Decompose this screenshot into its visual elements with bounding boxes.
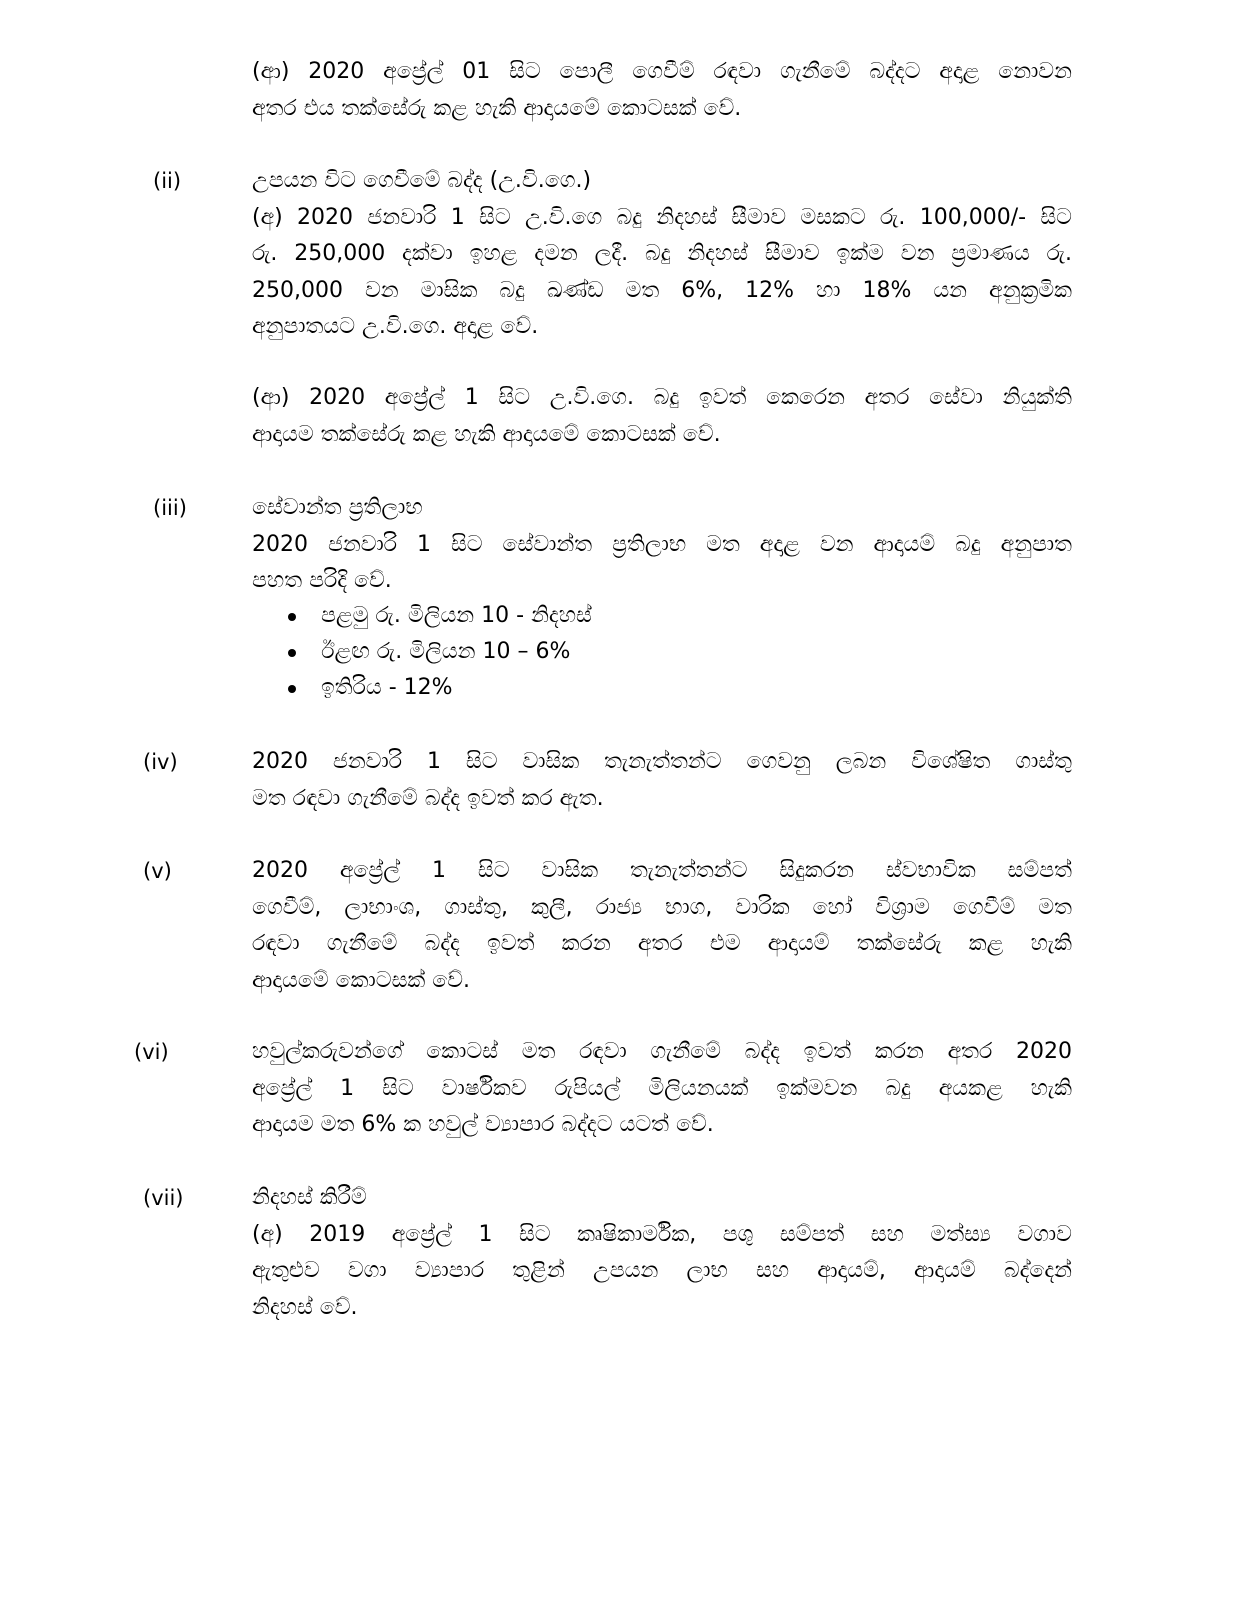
item-number-v: (v) xyxy=(143,859,172,883)
text-line: අප්‍රේල් 1 සිට වාර්ෂිකව රුපියල් මිලියනයක් ඉක්මවන බදු අයකළ හැකි xyxy=(252,1075,1072,1101)
section-heading: සේවාන්ත ප්‍රතිලාභ xyxy=(252,495,423,520)
text-line: (අ) 2019 අප්‍රේල් 1 සිට කෘෂිකාර්මික, පශු සම්පත් සහ මත්ස්‍ය වගාව xyxy=(252,1221,1072,1247)
text-line: (ආ) 2020 අප්‍රේල් 1 සිට උ.වි.ගෙ. බදු ඉවත් කෙරෙන අතර සේවා නියුක්ති xyxy=(252,385,1072,410)
section-v xyxy=(252,853,1072,999)
bullet-icon xyxy=(288,685,296,693)
text-line: ගෙවීම්, ලාභාංශ, ගාස්තු, කුලී, රාජ්‍ය භාග, වාරික හෝ විශ්‍රාම ගෙවීම් මත xyxy=(252,894,1072,920)
section-heading: නිදහස් කිරීම් xyxy=(252,1185,367,1210)
text-line: පහත පරිදි වේ. xyxy=(252,568,392,593)
section-iv xyxy=(252,744,1072,817)
paragraph-intro-aa xyxy=(252,54,1072,127)
section-iii xyxy=(252,490,1072,600)
text-line: අනුපාතයට උ.වි.ගෙ. අදාළ වේ. xyxy=(252,314,539,339)
text-line: මත රඳවා ගැනීමේ බද්ද ඉවත් කර ඇත. xyxy=(252,785,604,811)
text-line: ඇතුළුව වගා ව්‍යාපාර තුළින් උපයන ලාභ සහ ආදායම්, ආදායම් බද්දෙන් xyxy=(252,1258,1072,1283)
text-line: ආදායම තක්සේරු කළ හැකි ආදායමේ කොටසක් වේ. xyxy=(252,421,721,447)
item-number-ii: (ii) xyxy=(153,169,182,193)
text-line: රඳවා ගැනීමේ බද්ද ඉවත් කරන අතර එම ආදායම් තක්සේරු කළ හැකි xyxy=(252,931,1072,956)
section-heading: උපයන විට ගෙවීමේ බද්ද (උ.වි.ගෙ.) xyxy=(252,168,592,193)
text-line: (ආ) 2020 අප්‍රේල් 01 සිට පොලී ගෙවීම් රඳවා ගැනීමේ බද්දට අදාළ නොවන xyxy=(252,59,1072,84)
text-line: රු. 250,000 දක්වා ඉහළ දමන ලදී. බදු නිදහස් සීමාව ඉක්ම වන ප්‍රමාණය රු. xyxy=(252,241,1072,266)
item-number-vi: (vi) xyxy=(134,1040,169,1064)
section-ii xyxy=(252,163,1072,346)
text-line: නිදහස් වේ. xyxy=(252,1294,358,1320)
item-number-vii: (vii) xyxy=(143,1186,184,1210)
text-line: 2020 ජනවාරි 1 සිට වාසික තැනැත්තන්ට ගෙවනු ලබන විශේෂිත ගාස්තු xyxy=(252,749,1072,774)
bullet-icon xyxy=(288,613,296,621)
text-line: ආදායම මත 6% ක හවුල් ව්‍යාපාර බද්දට යටත් වේ. xyxy=(252,1112,714,1137)
section-ii-aa xyxy=(252,380,1072,453)
item-number-iii: (iii) xyxy=(153,496,187,520)
text-line: 250,000 වන මාසික බදු ඛණ්ඩ මත 6%, 12% හා 18% යන අනුක්‍රමික xyxy=(252,277,1072,303)
document-page: (ආ) 2020 අප්‍රේල් 01 සිට පොලී ගෙවීම් රඳවා ගැනීමේ බද්දට අදාළ නොවන අතර එය තක්සේරු කළ හැකි ආදායමේ කොටසක් වේ. (ii) උපයන විට ගෙවීමේ බද්ද (උ.වි.ගෙ.) (අ) 2020 ජනවාරි 1 සිට උ.වි.ගෙ බදු නිදහස් සීමාව මසකට රු. 100,000/- සිට රු. 250,000 දක්වා ඉහළ දමන ලදී. බදු නිදහස් සීමාව ඉක්ම වන ප්‍රමාණය රු. 250,000 වන මාසික බදු ඛණ්ඩ මත 6%, 12% හා 18% යන අනුක්‍රමික අනුපාතයට උ.වි.ගෙ. අදාළ වේ. (ආ) 2020 අප්‍රේල් 1 සිට උ.වි.ගෙ. බදු ඉවත් කෙරෙන අතර සේවා නියුක්ති ආදායම තක්සේරු කළ හැකි ආදායමේ කොටසක් වේ. (iii) සේවාන්ත ප්‍රතිලාභ 2020 ජනවාරි 1 සිට සේවාන්ත ප්‍රතිලාභ මත අදාළ වන ආදායම් බදු අනුපාත පහත පරිදි වේ. පළමු රු. මිලියන 10 - නිදහස් ඊළඟ රු. මිලියන 10 – 6% ඉතිරිය - 12% (iv) 2020 ජනවාරි 1 සිට වාසික තැනැත්තන්ට ගෙවනු ලබන විශේෂිත ගාස්තු මත රඳවා ගැනීමේ බද්ද ඉවත් කර ඇත. (v) 2020 අප්‍රේල් 1 සිට වාසික තැනැත්තන්ට සිදුකරන ස්වභාවික සම්පත් ගෙවීම්, ලාභාංශ, ගාස්තු, කුලී, රාජ්‍ය භාග, වාරික හෝ විශ්‍රාම ගෙවීම් මත රඳවා ගැනීමේ බද්ද ඉවත් කරන අතර එම ආදායම් තක්සේරු කළ හැකි ආදායමේ කොටසක් වේ. (vi) හවුල්කරුවන්ගේ කොටස් මත රඳවා ගැනීමේ බද්ද ඉවත් කරන අතර 2020 අප්‍රේල් 1 සිට වාර්ෂිකව රුපියල් මිලියනයක් ඉක්මවන බදු අයකළ හැකි ආදායම මත 6% ක හවුල් ව්‍යාපාර බද්දට යටත් වේ. (vii) නිදහස් කිරීම් (අ) 2019 අප්‍රේල් 1 සිට කෘෂිකාර්මික, පශු සම්පත් සහ මත්ස්‍ය වගාව ඇතුළුව වගා ව්‍යාපාර තුළින් උපයන ලාභ සහ ආදායම්, ආදායම් බද්දෙන් නිදහස් වේ. xyxy=(0,0,1236,1600)
text-line: හවුල්කරුවන්ගේ කොටස් මත රඳවා ගැනීමේ බද්ද ඉවත් කරන අතර 2020 xyxy=(252,1039,1072,1064)
text-line: ආදායමේ කොටසක් වේ. xyxy=(252,967,471,993)
text-line: (අ) 2020 ජනවාරි 1 සිට උ.වි.ගෙ බදු නිදහස් සීමාව මසකට රු. 100,000/- සිට xyxy=(252,204,1072,230)
text-line: 2020 අප්‍රේල් 1 සිට වාසික තැනැත්තන්ට සිදුකරන ස්වභාවික සම්පත් xyxy=(252,858,1072,883)
text-line: අතර එය තක්සේරු කළ හැකි ආදායමේ කොටසක් වේ. xyxy=(252,95,742,121)
bullet-icon xyxy=(288,649,296,657)
section-vi xyxy=(252,1034,1072,1144)
section-vii xyxy=(252,1180,1072,1326)
text-line: 2020 ජනවාරි 1 සිට සේවාන්ත ප්‍රතිලාභ මත අදාළ වන ආදායම් බදු අනුපාත xyxy=(252,531,1072,557)
item-number-iv: (iv) xyxy=(143,750,178,774)
